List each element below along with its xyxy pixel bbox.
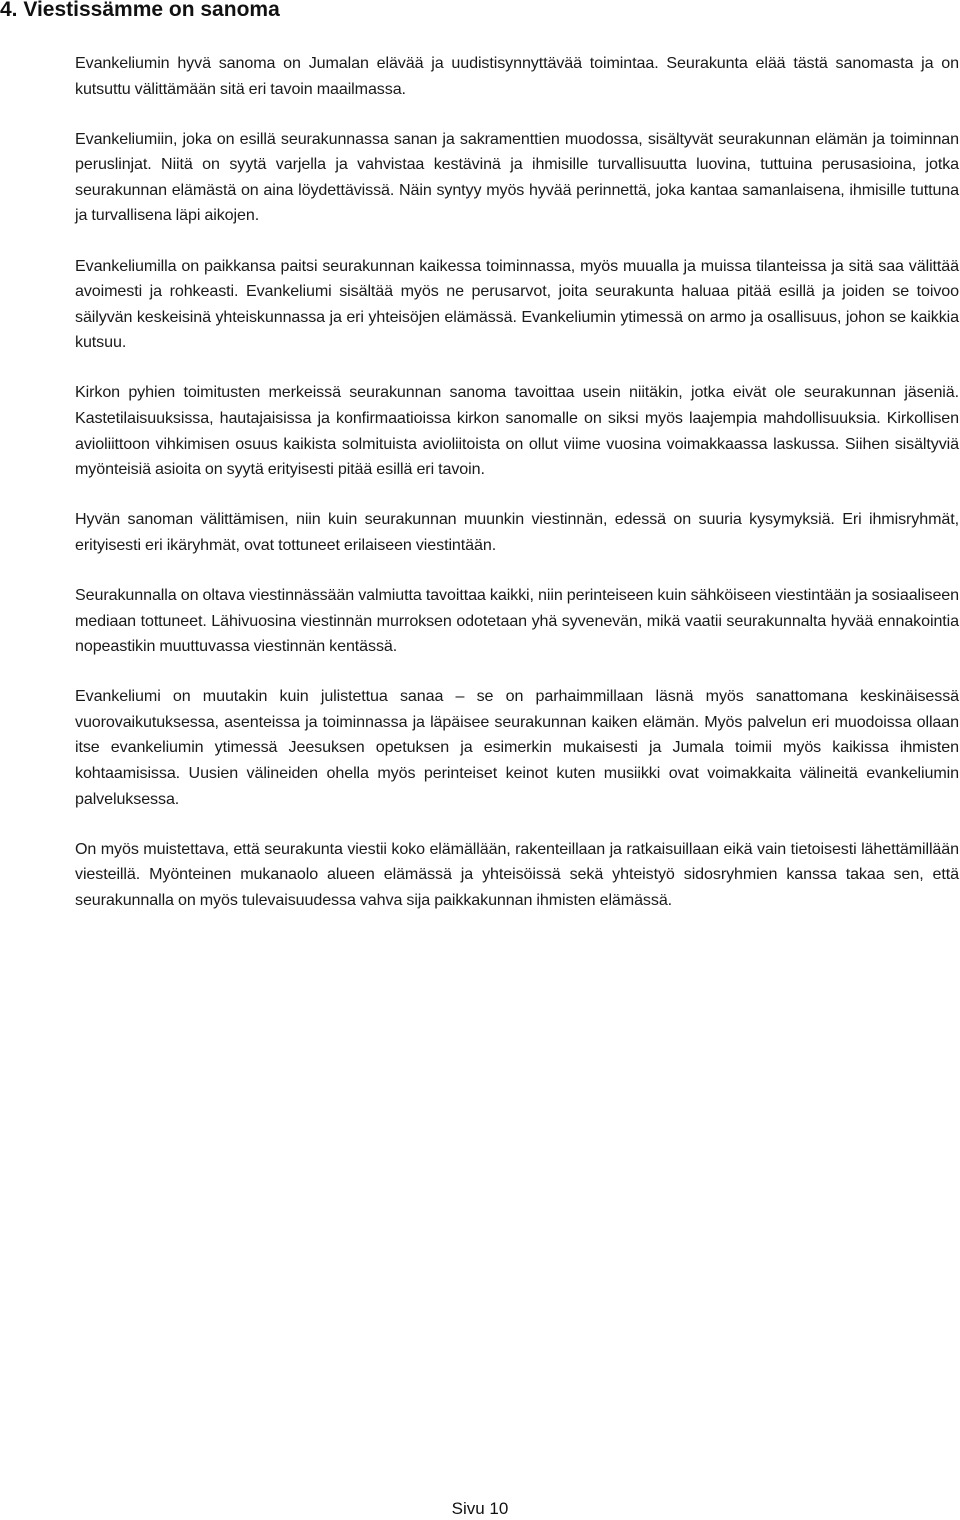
paragraph: Evankeliumi on muutakin kuin julistettua sanaa – se on parhaimmillaan läsnä myös sanattomana keskinäisessä vuorovaikutuksessa, asenteissa ja toiminnassa ja läpäisee seurakunnan kaiken elämän. Myös palvelun eri muodoissa ollaan itse evankeliumin ytimessä Jeesuksen opetuksen ja esimerkin mukaisesti ja Jumala toimii myös kaikissa ihmisten kohtaamisissa. Uusien välineiden ohella myös perinteiset keinot kuten musiikki ovat voimakkaita välineitä evankeliumin palveluksessa. xyxy=(75,687,959,808)
page-number: Sivu 10 xyxy=(451,1499,509,1518)
paragraph: Evankeliumin hyvä sanoma on Jumalan elävää ja uudistisynnyttävää toimintaa. Seurakunta elää tästä sanomasta ja on kutsuttu välittämään sitä eri tavoin maailmassa. xyxy=(75,54,959,98)
paragraph: Hyvän sanoman välittämisen, niin kuin seurakunnan muunkin viestinnän, edessä on suuria kysymyksiä. Eri ihmisryhmät, erityisesti eri ikäryhmät, ovat tottuneet erilaiseen viestintään. xyxy=(75,510,959,554)
paragraph: Kirkon pyhien toimitusten merkeissä seurakunnan sanoma tavoittaa usein niitäkin, jotka eivät ole seurakunnan jäseniä. Kastetilaisuuksissa, hautajaisissa ja konfirmaatioissa kirkon sanomalle on siksi myös laajempia mahdollisuuksia. Kirkollisen avioliittoon vihkimisen osuus kaikista solmituista avioliitoista on ollut viime vuosina voimakkaassa laskussa. Siihen sisältyviä myönteisiä asioita on syytä erityisesti pitää esillä eri tavoin. xyxy=(75,383,959,479)
paragraph: Evankeliumiin, joka on esillä seurakunnassa sanan ja sakramenttien muodossa, sisältyvät seurakunnan elämän ja toiminnan peruslinjat. Niitä on syytä varjella ja vahvistaa kestävinä ja ihmisille turvallisuutta luovina, tuttuina perusasioina, jotka seurakunnan elämästä on aina löydettävissä. Näin syntyy myös hyvää perinnettä, joka kantaa samanlaisena, ihmisille tuttuna ja turvallisena läpi aikojen. xyxy=(75,129,959,225)
paragraph: Evankeliumilla on paikkansa paitsi seurakunnan kaikessa toiminnassa, myös muualla ja muissa tilanteissa ja sitä saa välittää avoimesti ja rohkeasti. Evankeliumi sisältää myös ne perusarvot, joita seurakunta haluaa pitää esillä ja joiden se toivoo säilyvän keskeisinä yhteiskunnassa ja eri yhteisöjen elämässä. Evankeliumin ytimessä on armo ja osallisuus, johon se kaikkia kutsuu. xyxy=(75,256,959,352)
paragraph: Seurakunnalla on oltava viestinnässään valmiutta tavoittaa kaikki, niin perinteiseen kuin sähköiseen viestintään ja sosiaaliseen mediaan tottuneet. Lähivuosina viestinnän murroksen odotetaan yhä syvenevän, mikä vaatii seurakunnalta hyvää ennakointia nopeastikin muuttuvassa viestinnän kentässä. xyxy=(75,586,959,656)
paragraph: On myös muistettava, että seurakunta viestii koko elämällään, rakenteillaan ja ratkaisuillaan eikä vain tietoisesti lähettämillään viesteillä. Myönteinen mukanaolo alueen elämässä ja yhteisöissä sekä yhteistyö sidosryhmien kanssa takaa sen, että seurakunnalla on myös tulevaisuudessa vahva sija paikkakunnan ihmisten elämässä. xyxy=(75,839,959,909)
page-title: 4. Viestissämme on sanoma xyxy=(0,0,280,21)
document-body xyxy=(75,51,959,938)
